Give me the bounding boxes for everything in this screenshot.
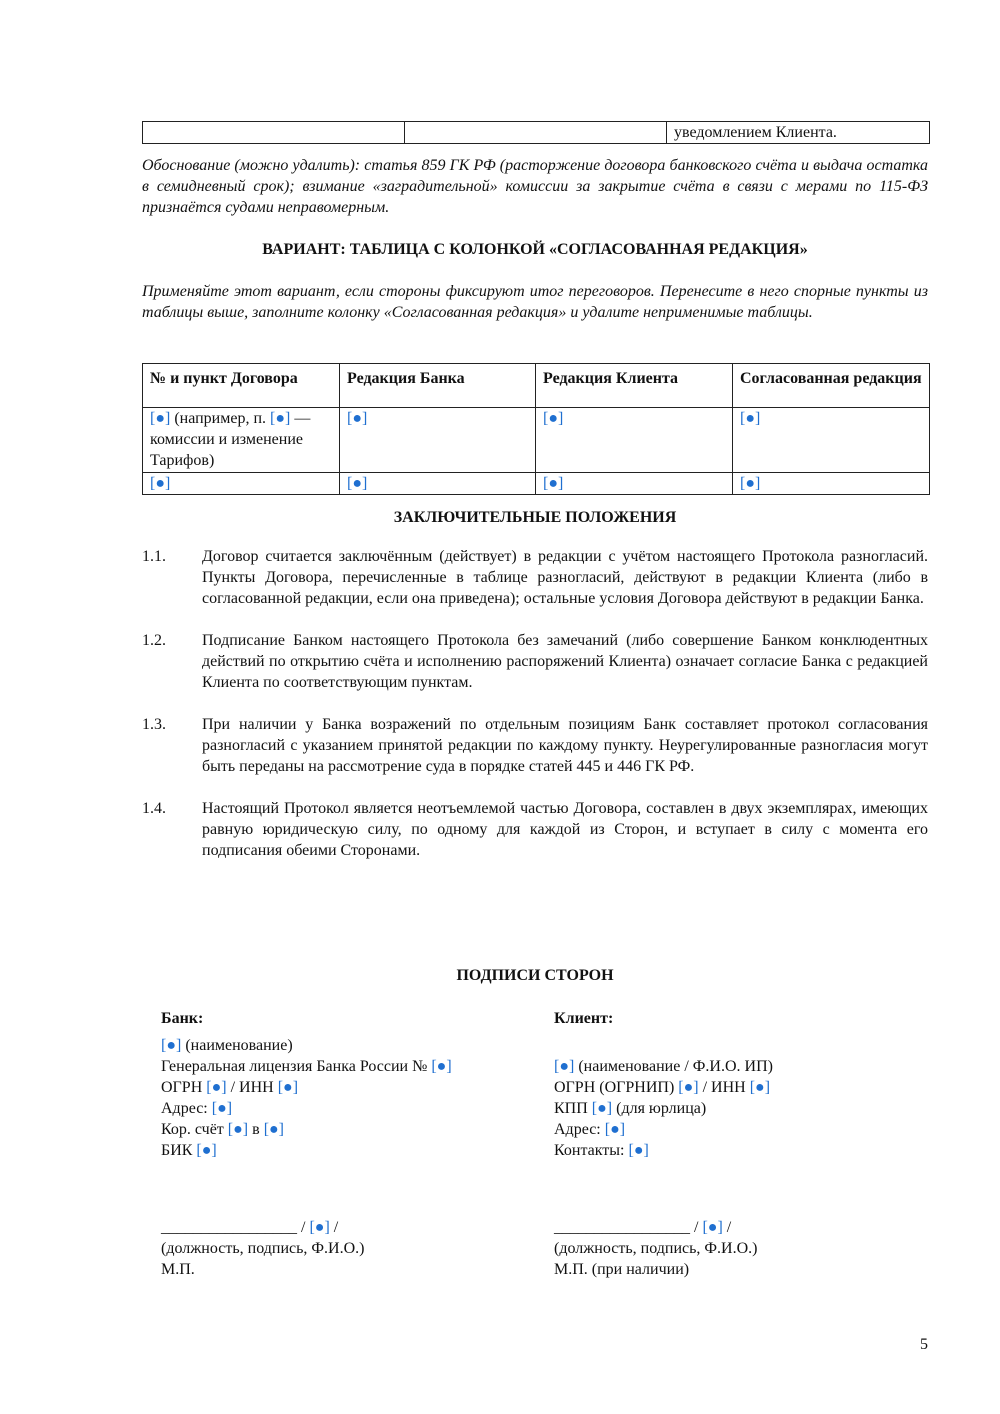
- column-header-agreed: Согласованная редакция: [733, 364, 930, 408]
- line-text: /: [333, 1219, 339, 1236]
- bank-kor-account-line: [161, 1119, 541, 1140]
- clause-text: Настоящий Протокол является неотъемлемой частью Договора, составлен в двух экземплярах, имеющих равную юридическую силу, по одному для каждой из Сторон, и вступает в силу с момента его подписания обеими Сторонами.: [202, 800, 928, 859]
- placeholder: [●]: [554, 1058, 575, 1075]
- client-name-line: [554, 1056, 934, 1077]
- client-title: Клиент:: [554, 1010, 614, 1027]
- placeholder: [●]: [543, 475, 564, 492]
- line-text: в: [252, 1121, 260, 1138]
- placeholder: [●]: [740, 475, 761, 492]
- placeholder: [●]: [150, 410, 171, 427]
- bank-ogrn-inn-line: [161, 1077, 541, 1098]
- line-text: _________________ /: [161, 1219, 306, 1236]
- signature-caption: (должность, подпись, Ф.И.О.): [554, 1240, 758, 1257]
- placeholder: [●]: [150, 475, 171, 492]
- line-text: / ИНН: [702, 1079, 746, 1096]
- table-row: [143, 408, 930, 473]
- page-number: 5: [920, 1336, 928, 1353]
- stamp-note: М.П. (при наличии): [554, 1261, 690, 1278]
- placeholder: [●]: [277, 1079, 299, 1096]
- bank-address-line: [161, 1098, 541, 1119]
- placeholder: [●]: [543, 410, 564, 427]
- client-ogrn-inn-line: [554, 1077, 934, 1098]
- list-item: [142, 546, 928, 609]
- line-text: /: [726, 1219, 732, 1236]
- client-signature-block: [554, 1217, 934, 1280]
- placeholder: [●]: [206, 1079, 227, 1096]
- spacer: [554, 1035, 934, 1056]
- line-text: / ИНН: [230, 1079, 274, 1096]
- bank-bik-line: [161, 1140, 541, 1161]
- bank-name-line: [161, 1035, 541, 1056]
- table-cell: [733, 473, 930, 495]
- cell-text: (например, п.: [174, 410, 267, 427]
- line-text: Адрес:: [554, 1121, 601, 1138]
- justification-note: Обоснование (можно удалить): статья 859 ГК РФ (расторжение договора банковского счёта и выдача остатка в семидневный срок); взимание «заградительной» комиссии за закрытие счёта в связи с мерами по 115-ФЗ признаётся судами неправомерным.: [142, 157, 928, 216]
- table-cell: [536, 408, 733, 473]
- signatures-heading: ПОДПИСИ СТОРОН: [456, 967, 614, 984]
- table-cell: [733, 408, 930, 473]
- clause-number: 1.1.: [142, 548, 166, 565]
- clause-text: Подписание Банком настоящего Протокола без замечаний (либо совершение Банком конклюдентных действий по открытию счёта и исполнению распоряжений Клиента) означает согласие Банка с редакцией Клиента по соответствующим пунктам.: [202, 632, 928, 691]
- placeholder: [●]: [263, 1121, 285, 1138]
- clause-list: [142, 546, 928, 882]
- final-provisions-heading: ЗАКЛЮЧИТЕЛЬНЫЕ ПОЛОЖЕНИЯ: [393, 509, 677, 526]
- line-text: Генеральная лицензия Банка России №: [161, 1058, 428, 1075]
- placeholder: [●]: [702, 1219, 723, 1236]
- placeholder: [●]: [604, 1121, 626, 1138]
- signature-line: [554, 1217, 934, 1238]
- clause-text: При наличии у Банка возражений по отдельным позициям Банк составляет протокол согласования разногласий с указанием принятой редакции по каждому пункту. Неурегулированные разногласия могут быть переданы на рассмотрение суда в порядке статей 445 и 446 ГК РФ.: [202, 716, 928, 775]
- clause-number: 1.4.: [142, 800, 166, 817]
- placeholder: [●]: [678, 1079, 699, 1096]
- client-details: [554, 1008, 934, 1161]
- placeholder: [●]: [196, 1142, 217, 1159]
- table-cell: [536, 473, 733, 495]
- placeholder: [●]: [227, 1121, 249, 1138]
- line-text: (для юрлица): [616, 1100, 707, 1117]
- clause-number: 1.2.: [142, 632, 166, 649]
- placeholder: [●]: [431, 1058, 452, 1075]
- bank-details: [161, 1008, 541, 1161]
- list-item: [142, 630, 928, 693]
- column-header-clause: № и пункт Договора: [143, 364, 340, 408]
- list-item: [142, 798, 928, 861]
- signature-line: [161, 1217, 541, 1238]
- table-row: [143, 473, 930, 495]
- column-header-bank: Редакция Банка: [340, 364, 536, 408]
- placeholder: [●]: [161, 1037, 182, 1054]
- line-text: БИК: [161, 1142, 193, 1159]
- placeholder: [●]: [309, 1219, 330, 1236]
- line-text: Контакты:: [554, 1142, 625, 1159]
- table-cell: [143, 122, 405, 144]
- table-cell: [405, 122, 667, 144]
- table-cell: [340, 473, 536, 495]
- placeholder: [●]: [347, 410, 368, 427]
- bank-title: Банк:: [161, 1010, 204, 1027]
- table-cell: [340, 408, 536, 473]
- clause-text: Договор считается заключённым (действует) в редакции с учётом настоящего Протокола разногласий. Пункты Договора, перечисленные в таблице разногласий, действуют в редакции Клиента (либо в согласованной редакции, если она приведена); остальные условия Договора действуют в редакции Банка.: [202, 548, 928, 607]
- stamp-note: М.П.: [161, 1261, 195, 1278]
- variant-heading: ВАРИАНТ: ТАБЛИЦА С КОЛОНКОЙ «СОГЛАСОВАННАЯ РЕДАКЦИЯ»: [262, 241, 808, 258]
- table-cell: уведомлением Клиента.: [667, 122, 930, 144]
- table-row: [143, 122, 930, 144]
- placeholder: [●]: [628, 1142, 649, 1159]
- line-text: (наименование): [185, 1037, 293, 1054]
- line-text: (наименование / Ф.И.О. ИП): [578, 1058, 773, 1075]
- line-text: КПП: [554, 1100, 588, 1117]
- line-text: ОГРН: [161, 1079, 203, 1096]
- client-address-line: [554, 1119, 934, 1140]
- column-header-client: Редакция Клиента: [536, 364, 733, 408]
- placeholder: [●]: [270, 410, 291, 427]
- placeholder: [●]: [347, 475, 368, 492]
- variant-instructions: Применяйте этот вариант, если стороны фиксируют итог переговоров. Перенесите в него спорные пункты из таблицы выше, заполните колонку «Согласованная редакция» и удалите неприменимые таблицы.: [142, 283, 928, 321]
- placeholder: [●]: [749, 1079, 771, 1096]
- client-kpp-line: [554, 1098, 934, 1119]
- signature-caption: (должность, подпись, Ф.И.О.): [161, 1240, 365, 1257]
- clause-number: 1.3.: [142, 716, 166, 733]
- table-cell: [143, 473, 340, 495]
- placeholder: [●]: [591, 1100, 613, 1117]
- placeholder: [●]: [211, 1100, 233, 1117]
- table-cell: [143, 408, 340, 473]
- bank-license-line: [161, 1056, 541, 1077]
- line-text: _________________ /: [554, 1219, 699, 1236]
- list-item: [142, 714, 928, 777]
- agreed-edition-table: [142, 363, 930, 495]
- cell-text: — комиссии и изменение Тарифов): [150, 410, 311, 469]
- client-contacts-line: [554, 1140, 934, 1161]
- line-text: Кор. счёт: [161, 1121, 224, 1138]
- placeholder: [●]: [740, 410, 761, 427]
- line-text: ОГРН (ОГРНИП): [554, 1079, 675, 1096]
- line-text: Адрес:: [161, 1100, 208, 1117]
- table-header-row: [143, 364, 930, 408]
- previous-table-tail: [142, 121, 930, 144]
- bank-signature-block: [161, 1217, 541, 1280]
